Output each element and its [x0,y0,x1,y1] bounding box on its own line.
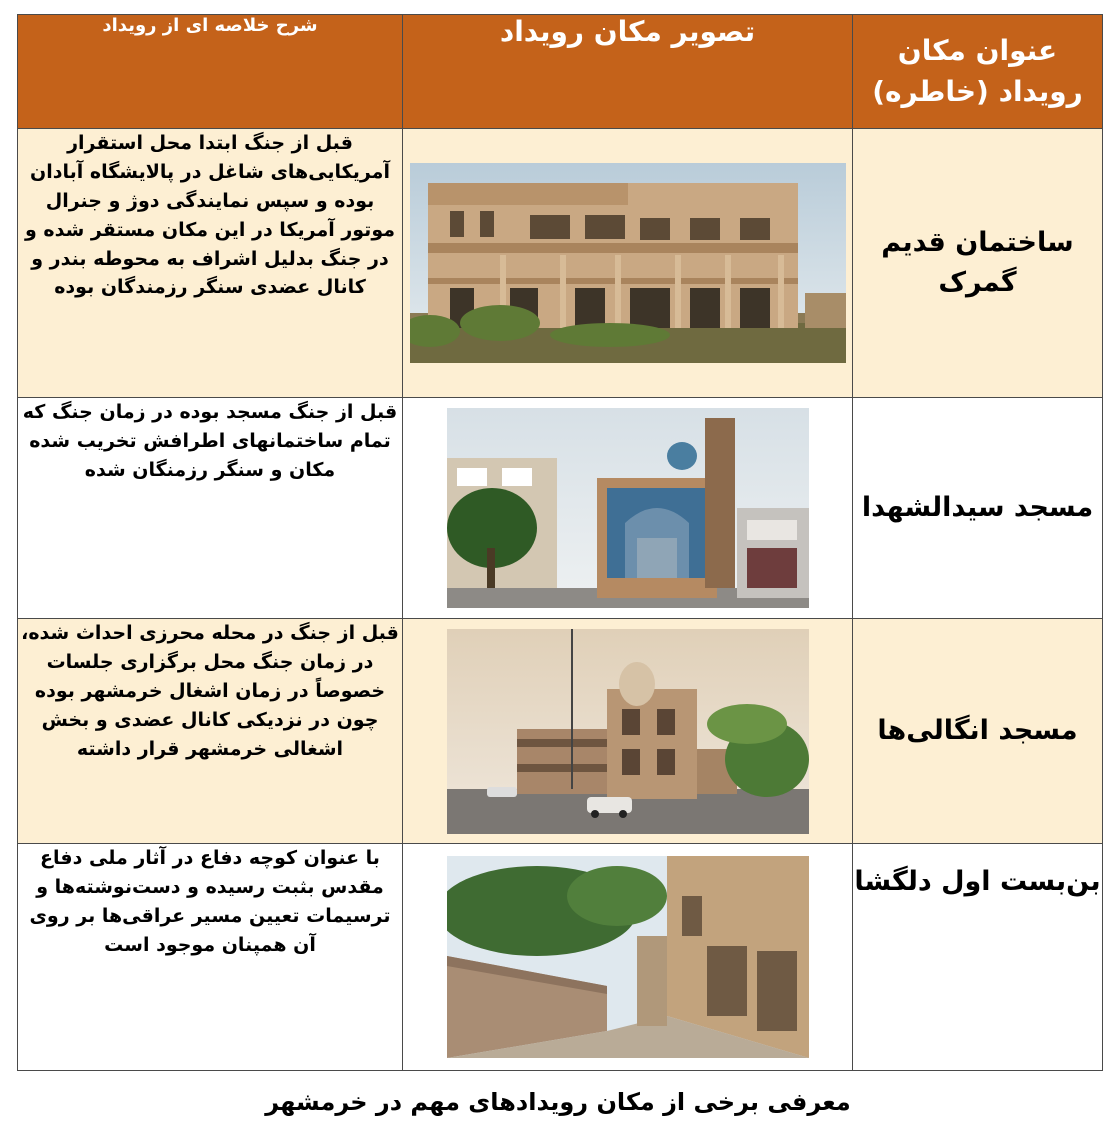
row-image-cell [403,129,853,398]
row-image-cell [403,844,853,1071]
header-title-column: عنوان مکان رویداد (خاطره) [853,15,1103,129]
row-title: ساختمان قدیم گمرک [853,129,1103,398]
row-description: قبل از جنگ مسجد بوده در زمان جنگ که تمام ساختمانهای اطرافش تخریب شده مکان و سنگر رزمنگان شده [18,398,403,619]
row-title: مسجد انگالی‌ها [853,619,1103,844]
header-description-column: شرح خلاصه ای از رویداد [18,15,403,129]
old-customs-building-photo [410,163,846,363]
row-image-cell [403,619,853,844]
events-table [17,14,1103,1071]
table-row [18,398,1103,619]
row-image-cell [403,398,853,619]
table-row [18,129,1103,398]
row-title: بن‌بست اول دلگشا [853,844,1103,1071]
delgosha-alley-photo [447,856,809,1058]
table-header-row [18,15,1103,129]
row-description: قبل از جنگ ابتدا محل استقرار آمریکایی‌های شاغل در پالایشگاه آبادان بوده و سپس نمایندگی دوژ و جنرال موتور آمریکا در این مکان مستقر شده و در جنگ بدلیل اشراف به محوطه بندر و کانال عضدی سنگر رزمندگان بوده [18,129,403,398]
header-image-column: تصویر مکان رویداد [403,15,853,129]
engali-mosque-photo [447,629,809,834]
row-description: با عنوان کوچه دفاع در آثار ملی دفاع مقدس بثبت رسیده و دست‌نوشته‌ها و ترسیمات تعیین مسیر عراقی‌ها بر روی آن همپنان موجود است [18,844,403,1071]
seyed-al-shohada-mosque-photo [447,408,809,608]
row-description: قبل از جنگ در محله محرزی احداث شده، در زمان جنگ محل برگزاری جلسات خصوصاً در زمان اشغال خرمشهر بوده چون در نزدیکی کانال عضدی و بخش اشغالی خرمشهر قرار داشته [18,619,403,844]
figure-caption: معرفی برخی از مکان رویدادهای مهم در خرمشهر [265,1088,851,1116]
row-title: مسجد سیدالشهدا [853,398,1103,619]
table-row [18,844,1103,1071]
table-row [18,619,1103,844]
